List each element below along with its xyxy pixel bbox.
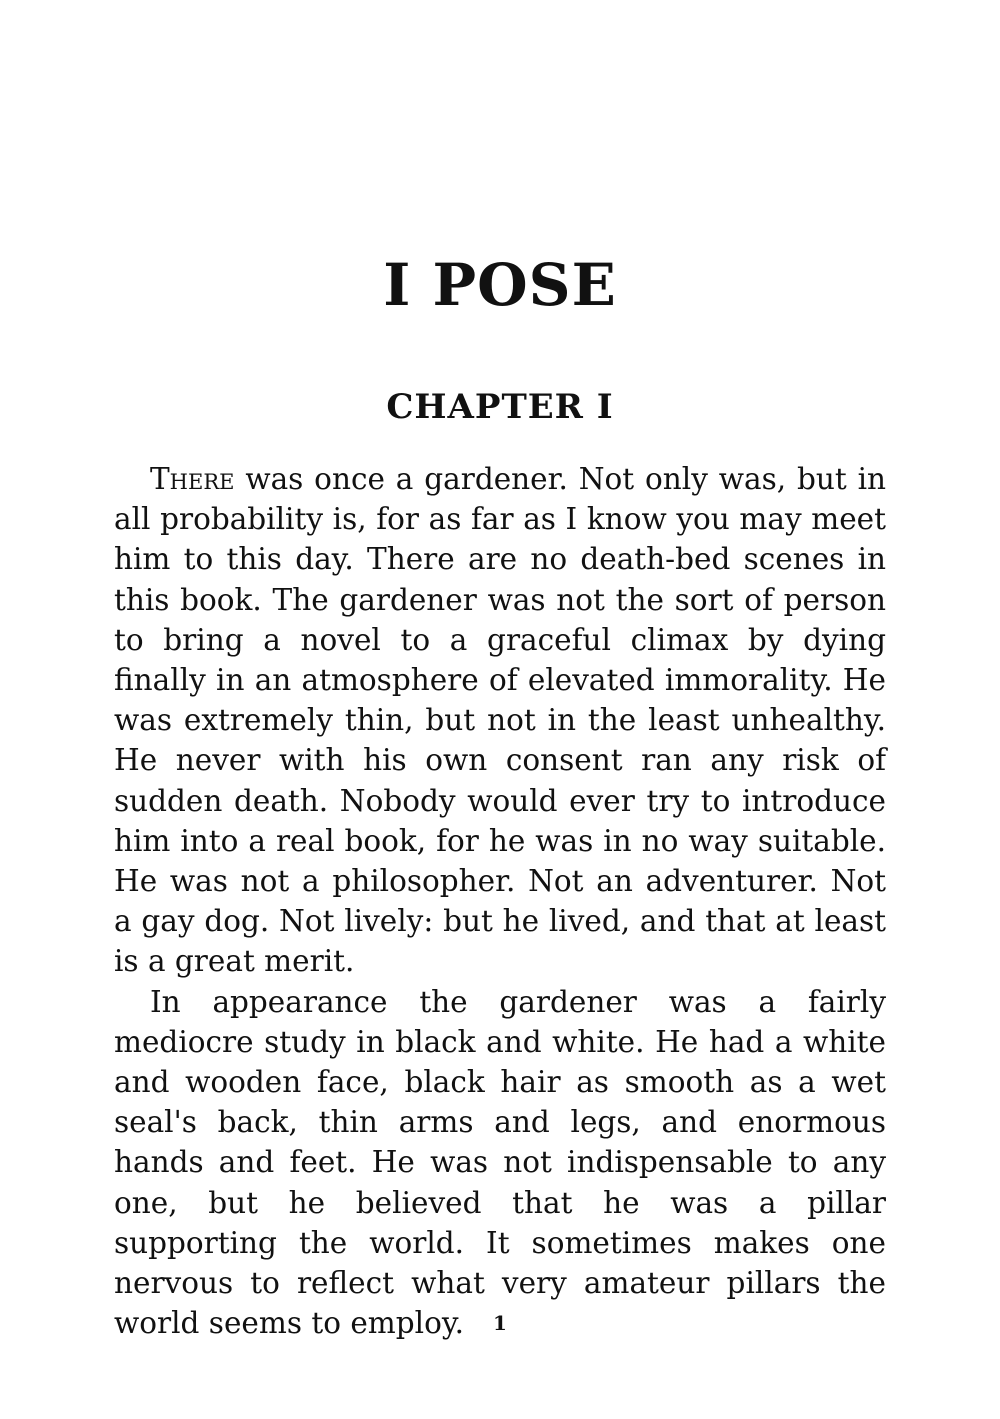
paragraph-2-text: In appearance the gardener was a fairly mediocre study in black and white. He had a white and wooden face, black hair as smooth as a wet seal's back, thin arms and legs, and enormous hands and feet. He was not indispensable to any one, but he believed that he was a pillar supporting the world. It sometimes makes one nervous to reflect what very amateur pillars the world seems to employ. — [114, 984, 886, 1341]
paragraph-2 — [114, 982, 886, 1344]
paragraph-1-lead-word: There — [150, 462, 235, 496]
chapter-heading: CHAPTER I — [386, 387, 614, 427]
page-number: 1 — [493, 1311, 507, 1335]
paragraph-1 — [114, 459, 886, 982]
book-title: I POSE — [383, 251, 617, 319]
paragraph-1-text: was once a gardener. Not only was, but in all probability is, for as far as I know you may meet him to this day. There are no death-bed scenes in this book. The gardener was not the sort of person to bring a novel to a graceful climax by dying finally in an atmosphere of elevated immorality. He was extremely thin, but not in the least unhealthy. He never with his own consent ran any risk of sudden death. Nobody would ever try to introduce him into a real book, for he was in no way suitable. He was not a philosopher. Not an adventurer. Not a gay dog. Not lively: but he lived, and that at least is a great merit. — [114, 462, 886, 979]
chapter-body — [114, 459, 886, 1343]
